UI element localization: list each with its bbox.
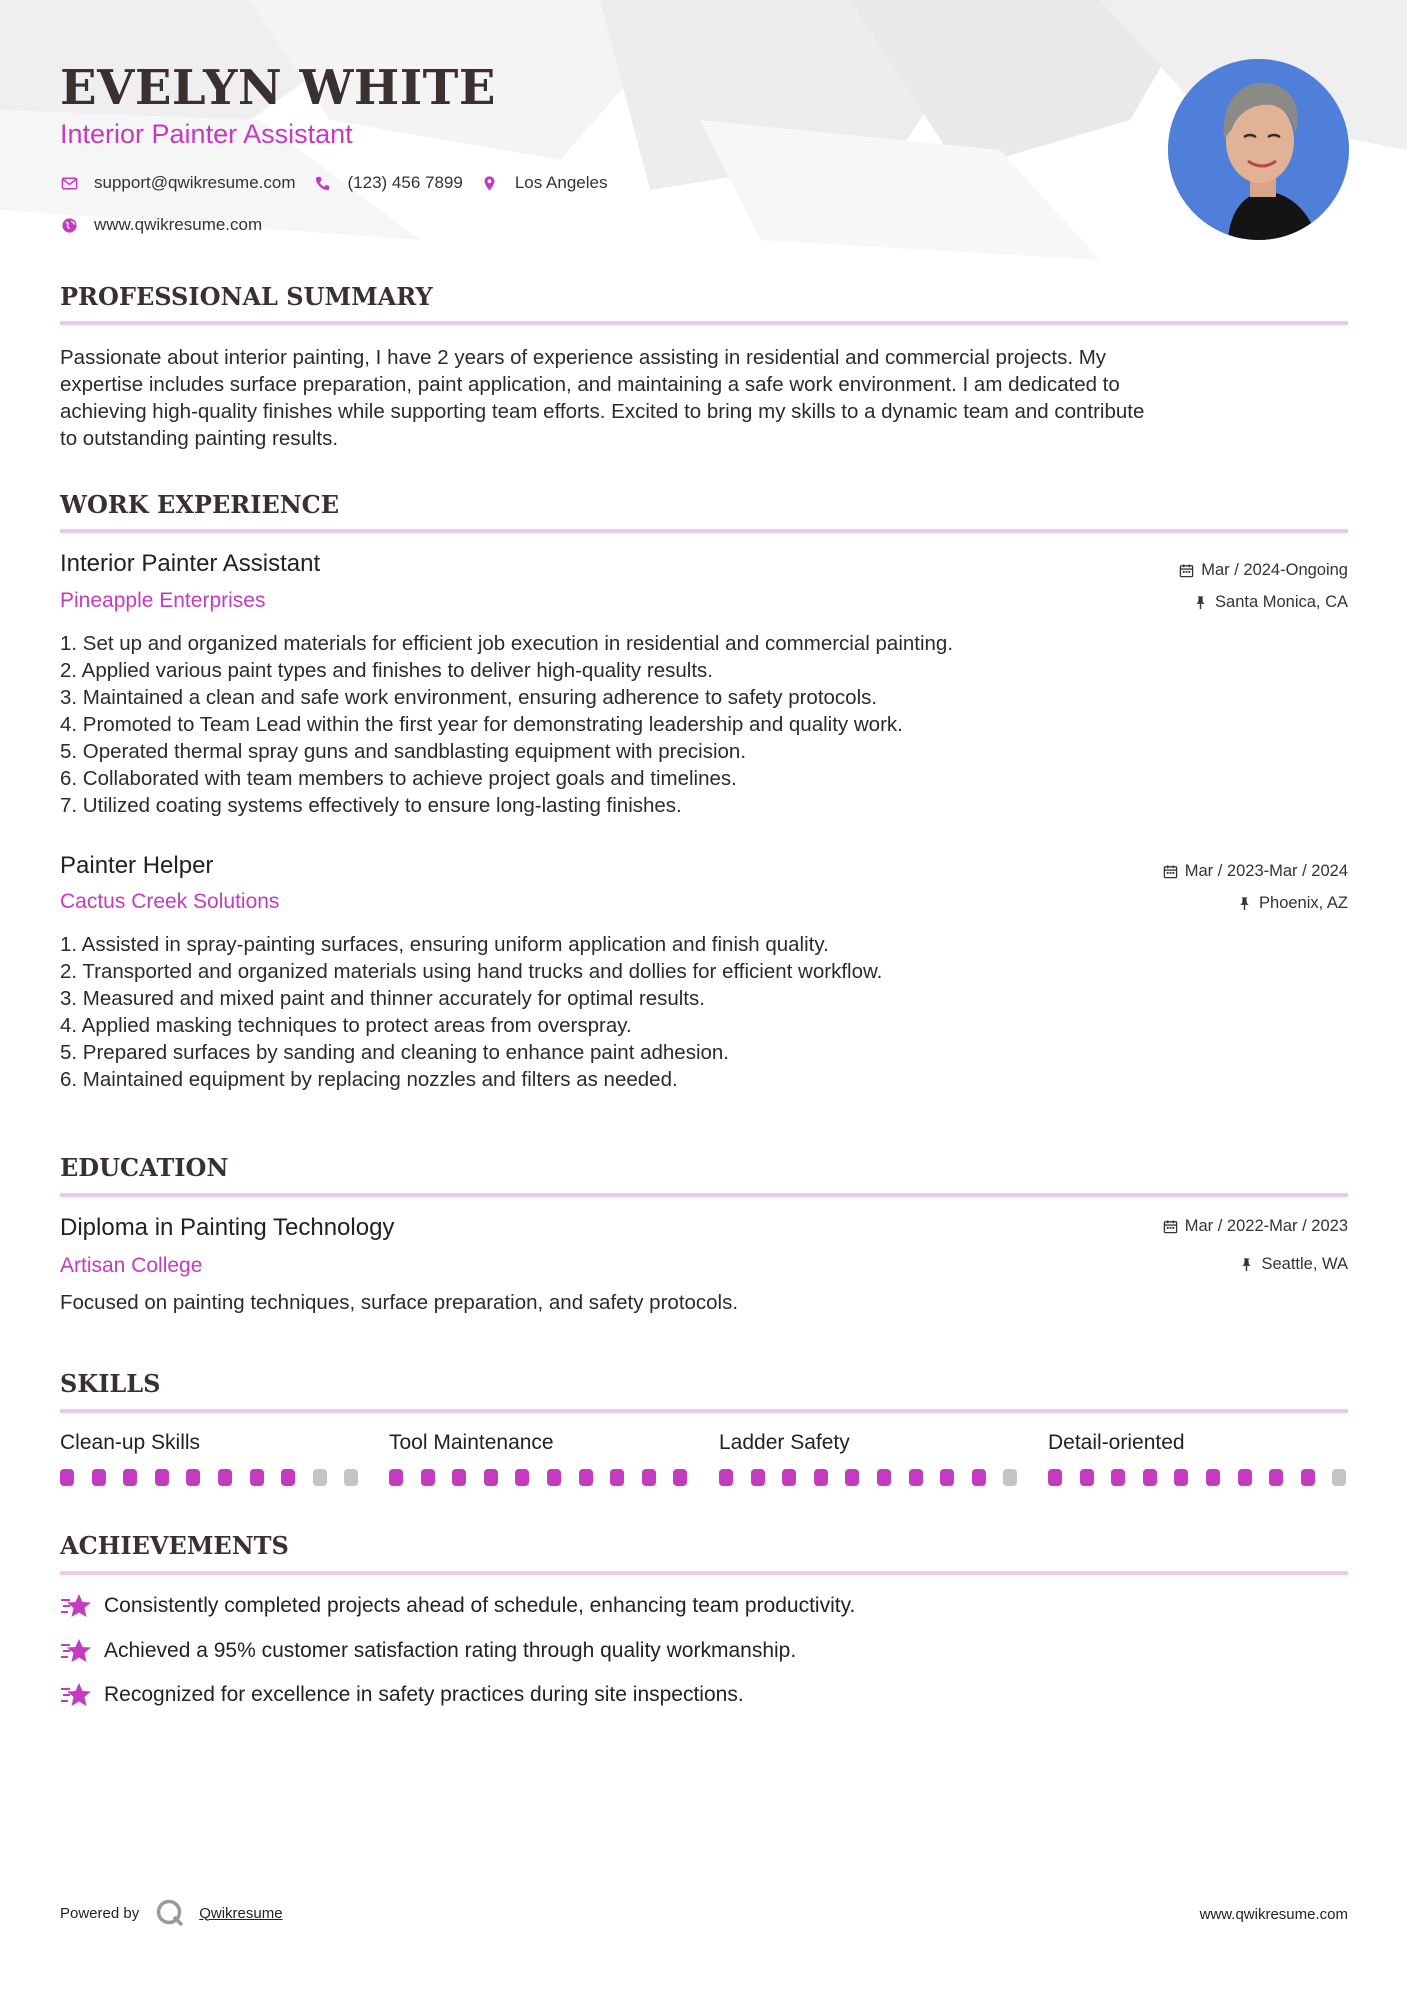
rating-dot-filled bbox=[1048, 1469, 1062, 1486]
location-text: Los Angeles bbox=[514, 173, 608, 192]
experience-divider bbox=[60, 529, 1348, 533]
rating-dot-filled bbox=[1143, 1469, 1157, 1486]
rating-dot-filled bbox=[642, 1469, 656, 1486]
skill-name: Detail-oriented bbox=[1048, 1431, 1185, 1454]
candidate-role: Interior Painter Assistant bbox=[60, 119, 353, 149]
calendar-icon bbox=[1163, 864, 1178, 879]
rating-dot-filled bbox=[1174, 1469, 1188, 1486]
education-date-text: Mar / 2022-Mar / 2023 bbox=[1184, 1217, 1348, 1235]
skills-heading: SKILLS bbox=[60, 1369, 161, 1398]
education-description: Focused on painting techniques, surface preparation, and safety protocols. bbox=[60, 1291, 739, 1314]
email-link[interactable]: support@qwikresume.com bbox=[94, 173, 296, 192]
education-location-text: Seattle, WA bbox=[1261, 1255, 1348, 1273]
company-name: Cactus Creek Solutions bbox=[60, 890, 280, 913]
brand-link[interactable]: Qwikresume bbox=[199, 1904, 283, 1922]
skill-item bbox=[389, 1429, 689, 1457]
job-title: Interior Painter Assistant bbox=[60, 550, 321, 577]
star-icon bbox=[60, 1681, 92, 1709]
rating-dot-filled bbox=[452, 1469, 466, 1486]
skill-name: Tool Maintenance bbox=[389, 1431, 554, 1454]
rating-dot-filled bbox=[281, 1469, 295, 1486]
list-item: 2. Applied various paint types and finishes to deliver high-quality results. bbox=[60, 659, 713, 682]
job-responsibilities bbox=[60, 931, 1350, 1093]
skill-rating bbox=[1048, 1469, 1364, 1486]
skills-divider bbox=[60, 1409, 1348, 1413]
list-item: 6. Collaborated with team members to achieve project goals and timelines. bbox=[60, 767, 737, 790]
skill-name: Clean-up Skills bbox=[60, 1431, 201, 1454]
job-title: Painter Helper bbox=[60, 852, 214, 879]
skill-name: Ladder Safety bbox=[719, 1431, 850, 1454]
rating-dot-filled bbox=[1301, 1469, 1315, 1486]
skill-item bbox=[1048, 1429, 1348, 1457]
skill-item bbox=[60, 1429, 360, 1457]
rating-dot-filled bbox=[1238, 1469, 1252, 1486]
achievements-heading: ACHIEVEMENTS bbox=[60, 1531, 289, 1560]
achievement-text: Achieved a 95% customer satisfaction rating through quality workmanship. bbox=[104, 1639, 797, 1662]
qwikresume-logo-icon bbox=[155, 1898, 185, 1928]
job-location-text: Santa Monica, CA bbox=[1215, 593, 1348, 611]
company-name: Pineapple Enterprises bbox=[60, 589, 266, 612]
list-item: 2. Transported and organized materials using hand trucks and dollies for efficient workflow. bbox=[60, 960, 883, 983]
rating-dot-filled bbox=[60, 1469, 74, 1486]
rating-dot-filled bbox=[155, 1469, 169, 1486]
rating-dot-filled bbox=[250, 1469, 264, 1486]
achievements-divider bbox=[60, 1571, 1348, 1575]
list-item: 5. Operated thermal spray guns and sandblasting equipment with precision. bbox=[60, 740, 747, 763]
summary-divider bbox=[60, 321, 1348, 325]
rating-dot-empty bbox=[1332, 1469, 1346, 1486]
rating-dot-filled bbox=[719, 1469, 733, 1486]
education-date bbox=[1163, 1215, 1348, 1237]
rating-dot-filled bbox=[579, 1469, 593, 1486]
skill-rating bbox=[389, 1469, 705, 1486]
job-date-text: Mar / 2023-Mar / 2024 bbox=[1184, 862, 1348, 880]
list-item: 4. Promoted to Team Lead within the first year for demonstrating leadership and quality work. bbox=[60, 713, 903, 736]
rating-dot-filled bbox=[389, 1469, 403, 1486]
skill-rating bbox=[719, 1469, 1035, 1486]
phone-number[interactable]: (123) 456 7899 bbox=[347, 173, 463, 192]
pushpin-icon bbox=[1237, 896, 1252, 911]
rating-dot-filled bbox=[218, 1469, 232, 1486]
job-date-text: Mar / 2024-Ongoing bbox=[1201, 561, 1348, 579]
summary-heading: PROFESSIONAL SUMMARY bbox=[60, 282, 433, 311]
rating-dot-empty bbox=[313, 1469, 327, 1486]
job-location bbox=[1237, 892, 1348, 914]
list-item: 1. Assisted in spray-painting surfaces, ensuring uniform application and finish quality. bbox=[60, 933, 829, 956]
job-date bbox=[1163, 860, 1348, 882]
achievement-item bbox=[60, 1681, 744, 1709]
rating-dot-filled bbox=[610, 1469, 624, 1486]
education-heading: EDUCATION bbox=[60, 1153, 229, 1182]
contact-row-2 bbox=[60, 215, 280, 235]
summary-line: Passionate about interior painting, I have 2 years of experience assisting in residential and commercial projects. My bbox=[60, 346, 1107, 369]
rating-dot-filled bbox=[814, 1469, 828, 1486]
pushpin-icon bbox=[1193, 595, 1208, 610]
rating-dot-filled bbox=[845, 1469, 859, 1486]
rating-dot-filled bbox=[940, 1469, 954, 1486]
footer-website-link[interactable]: www.qwikresume.com bbox=[1199, 1906, 1348, 1923]
phone-icon bbox=[314, 174, 332, 192]
contact-row-1 bbox=[60, 173, 625, 193]
rating-dot-filled bbox=[92, 1469, 106, 1486]
list-item: 4. Applied masking techniques to protect areas from overspray. bbox=[60, 1014, 632, 1037]
rating-dot-filled bbox=[751, 1469, 765, 1486]
list-item: 6. Maintained equipment by replacing nozzles and filters as needed. bbox=[60, 1068, 678, 1091]
list-item: 3. Measured and mixed paint and thinner accurately for optimal results. bbox=[60, 987, 705, 1010]
rating-dot-filled bbox=[1111, 1469, 1125, 1486]
summary-line: achieving high-quality finishes while supporting team efforts. Excited to bring my skills to a dynamic team and contribute bbox=[60, 400, 1145, 423]
job-date bbox=[1179, 559, 1348, 581]
job-responsibilities bbox=[60, 630, 1350, 819]
rating-dot-filled bbox=[673, 1469, 687, 1486]
rating-dot-filled bbox=[1080, 1469, 1094, 1486]
skill-item bbox=[719, 1429, 1019, 1457]
list-item: 1. Set up and organized materials for efficient job execution in residential and commercial painting. bbox=[60, 632, 954, 655]
list-item: 7. Utilized coating systems effectively to ensure long-lasting finishes. bbox=[60, 794, 682, 817]
rating-dot-filled bbox=[547, 1469, 561, 1486]
degree-title: Diploma in Painting Technology bbox=[60, 1214, 395, 1241]
experience-heading: WORK EXPERIENCE bbox=[60, 490, 340, 519]
globe-icon bbox=[60, 216, 78, 234]
job-location bbox=[1193, 591, 1348, 613]
achievement-text: Consistently completed projects ahead of schedule, enhancing team productivity. bbox=[104, 1594, 856, 1617]
rating-dot-filled bbox=[186, 1469, 200, 1486]
education-divider bbox=[60, 1193, 1348, 1197]
rating-dot-empty bbox=[1003, 1469, 1017, 1486]
rating-dot-filled bbox=[515, 1469, 529, 1486]
summary-line: to outstanding painting results. bbox=[60, 427, 339, 450]
candidate-name: EVELYN WHITE bbox=[60, 60, 496, 116]
rating-dot-filled bbox=[123, 1469, 137, 1486]
summary-text bbox=[60, 344, 1350, 452]
school-name: Artisan College bbox=[60, 1254, 203, 1277]
rating-dot-filled bbox=[421, 1469, 435, 1486]
website-link[interactable]: www.qwikresume.com bbox=[94, 215, 263, 234]
footer-powered-by bbox=[60, 1898, 283, 1928]
achievement-text: Recognized for excellence in safety practices during site inspections. bbox=[104, 1683, 744, 1706]
skill-rating bbox=[60, 1469, 376, 1486]
rating-dot-filled bbox=[1206, 1469, 1220, 1486]
calendar-icon bbox=[1163, 1219, 1178, 1234]
rating-dot-filled bbox=[909, 1469, 923, 1486]
job-location-text: Phoenix, AZ bbox=[1259, 894, 1348, 912]
envelope-icon bbox=[60, 174, 78, 192]
pushpin-icon bbox=[1239, 1257, 1254, 1272]
achievement-item bbox=[60, 1592, 855, 1620]
rating-dot-filled bbox=[484, 1469, 498, 1486]
achievement-item bbox=[60, 1637, 796, 1665]
rating-dot-filled bbox=[972, 1469, 986, 1486]
summary-line: expertise includes surface preparation, paint application, and maintaining a safe work environment. I am dedicated to bbox=[60, 373, 1120, 396]
rating-dot-empty bbox=[344, 1469, 358, 1486]
star-icon bbox=[60, 1637, 92, 1665]
calendar-icon bbox=[1179, 563, 1194, 578]
star-icon bbox=[60, 1592, 92, 1620]
powered-by-label: Powered by bbox=[60, 1904, 140, 1922]
list-item: 3. Maintained a clean and safe work environment, ensuring adherence to safety protocols. bbox=[60, 686, 878, 709]
rating-dot-filled bbox=[1269, 1469, 1283, 1486]
rating-dot-filled bbox=[877, 1469, 891, 1486]
education-location bbox=[1239, 1253, 1348, 1275]
rating-dot-filled bbox=[782, 1469, 796, 1486]
list-item: 5. Prepared surfaces by sanding and cleaning to enhance paint adhesion. bbox=[60, 1041, 730, 1064]
profile-photo bbox=[1168, 59, 1349, 240]
location-pin-icon bbox=[481, 174, 499, 192]
